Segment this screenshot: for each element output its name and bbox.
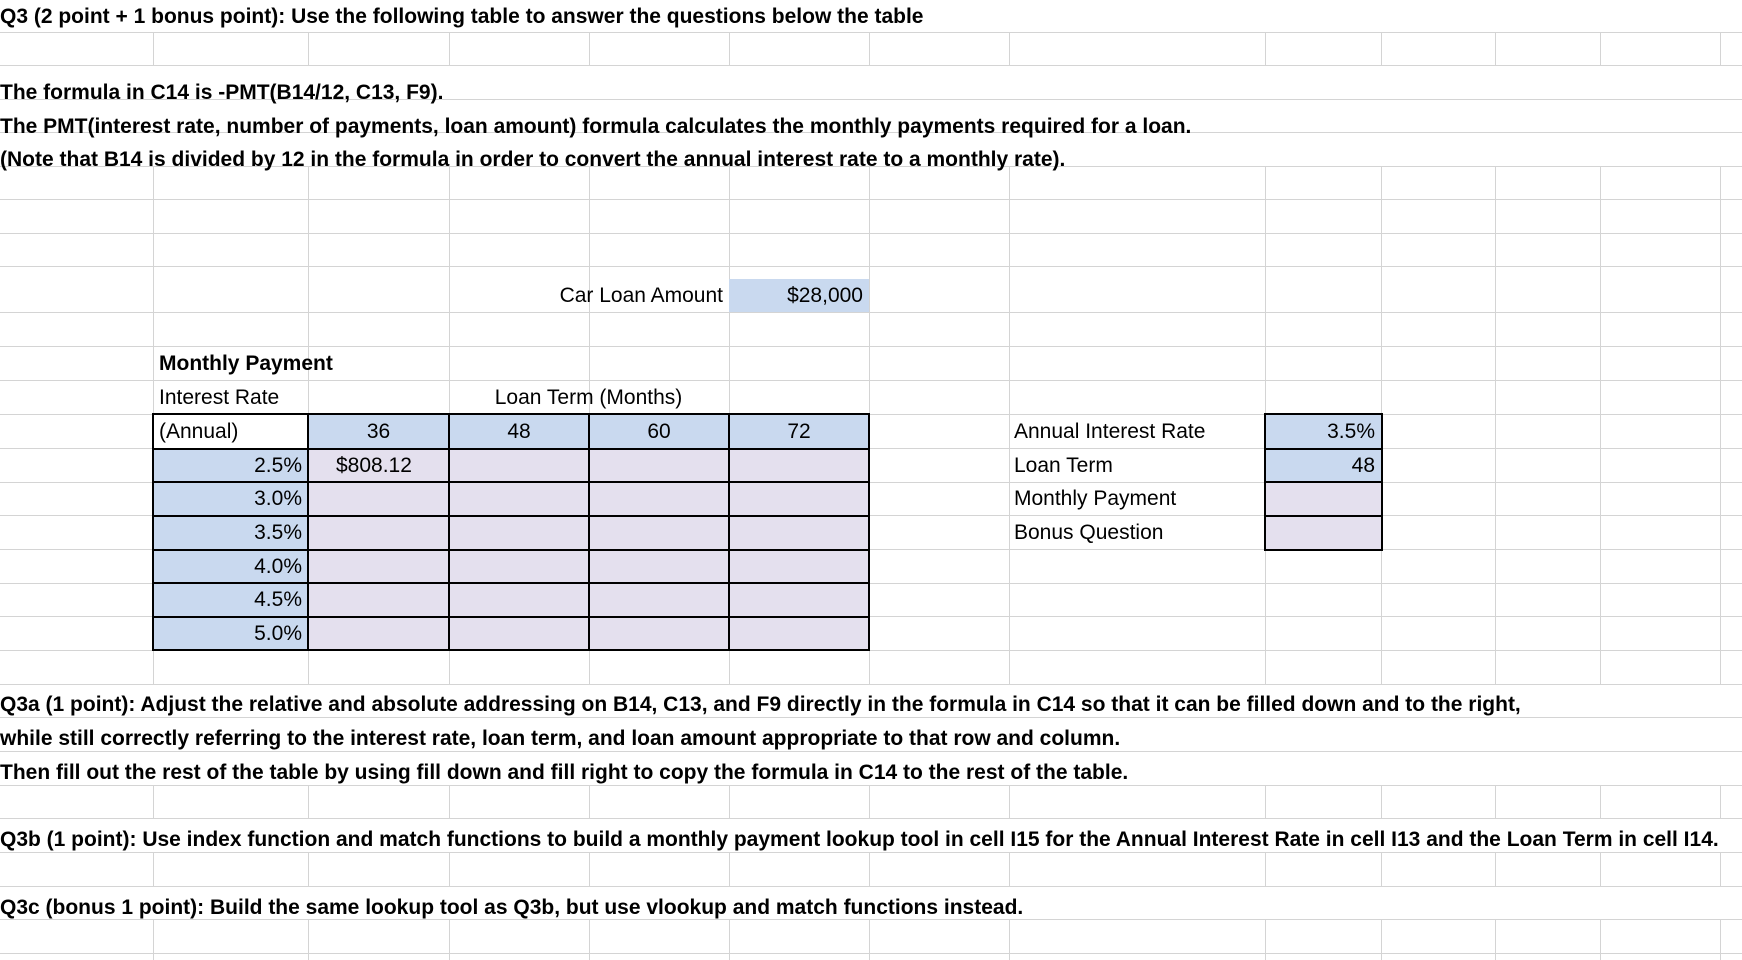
rate-header-sub: (Annual) bbox=[159, 420, 239, 443]
q3a-line-1: Q3a (1 point): Adjust the relative and absolute addressing on B14, C13, and F9 directly in the formula in C14 so that it can be filled down and to the right, bbox=[0, 693, 1521, 716]
column-gridline bbox=[1720, 166, 1721, 684]
payment-cell-c14[interactable]: $808.12 bbox=[336, 454, 412, 477]
column-gridline bbox=[308, 32, 309, 66]
lookup-bonus-cell[interactable] bbox=[1265, 516, 1381, 549]
table-title: Monthly Payment bbox=[159, 352, 333, 375]
column-gridline bbox=[1600, 852, 1601, 886]
lookup-payment-label: Monthly Payment bbox=[1014, 487, 1177, 510]
term-48[interactable]: 48 bbox=[507, 420, 531, 443]
column-gridline bbox=[308, 919, 309, 960]
term-72[interactable]: 72 bbox=[787, 420, 811, 443]
lookup-rate-label: Annual Interest Rate bbox=[1014, 420, 1206, 443]
row-gridline bbox=[0, 65, 1742, 66]
column-gridline bbox=[1495, 919, 1496, 960]
column-gridline bbox=[589, 919, 590, 960]
column-gridline bbox=[1265, 32, 1266, 66]
column-gridline bbox=[589, 852, 590, 886]
column-gridline bbox=[153, 919, 154, 960]
column-gridline bbox=[1381, 785, 1382, 818]
column-gridline bbox=[1265, 852, 1266, 886]
column-gridline bbox=[308, 852, 309, 886]
rate-row-4[interactable]: 4.0% bbox=[254, 555, 302, 578]
row-gridline bbox=[0, 312, 1742, 313]
rate-row-3[interactable]: 3.5% bbox=[254, 521, 302, 544]
column-gridline bbox=[1009, 32, 1010, 66]
row-gridline bbox=[0, 684, 1742, 685]
column-gridline bbox=[869, 32, 870, 66]
lookup-rate-value[interactable]: 3.5% bbox=[1327, 420, 1375, 443]
term-36[interactable]: 36 bbox=[366, 420, 391, 443]
column-gridline bbox=[1720, 32, 1721, 66]
column-gridline bbox=[1720, 785, 1721, 818]
column-gridline bbox=[1009, 785, 1010, 818]
column-gridline bbox=[153, 32, 154, 66]
column-gridline bbox=[1720, 852, 1721, 886]
column-gridline bbox=[1495, 32, 1496, 66]
row-gridline bbox=[0, 199, 1742, 200]
column-gridline bbox=[729, 852, 730, 886]
row-gridline bbox=[0, 233, 1742, 234]
column-gridline bbox=[1009, 852, 1010, 886]
column-gridline bbox=[153, 852, 154, 886]
column-gridline bbox=[1495, 166, 1496, 684]
rate-row-1[interactable]: 2.5% bbox=[254, 454, 302, 477]
column-gridline bbox=[589, 32, 590, 66]
column-gridline bbox=[1381, 852, 1382, 886]
lookup-border-col bbox=[1381, 413, 1383, 551]
column-gridline bbox=[308, 785, 309, 818]
column-gridline bbox=[729, 32, 730, 66]
rate-row-6[interactable]: 5.0% bbox=[254, 622, 302, 645]
row-gridline bbox=[0, 818, 1742, 819]
column-gridline bbox=[449, 32, 450, 66]
table-border-col bbox=[728, 413, 730, 651]
column-gridline bbox=[869, 785, 870, 818]
lookup-border-row bbox=[1264, 549, 1382, 551]
q3b-text: Q3b (1 point): Use index function and match functions to build a monthly payment lookup tool in cell I15 for the Annual Interest Rate in cell I13 and the Loan Term in cell I14. bbox=[0, 828, 1719, 851]
column-gridline bbox=[449, 785, 450, 818]
lookup-term-value[interactable]: 48 bbox=[1351, 454, 1375, 477]
column-gridline bbox=[1381, 919, 1382, 960]
lookup-bonus-label: Bonus Question bbox=[1014, 521, 1164, 544]
table-border-col bbox=[588, 413, 590, 651]
column-gridline bbox=[869, 852, 870, 886]
column-gridline bbox=[1600, 32, 1601, 66]
loan-amount-label[interactable]: Car Loan Amount bbox=[559, 284, 723, 307]
question-title: Q3 (2 point + 1 bonus point): Use the following table to answer the questions below the table bbox=[0, 5, 924, 28]
rate-header: Interest Rate bbox=[159, 386, 280, 409]
lookup-term-label: Loan Term bbox=[1014, 454, 1113, 477]
rate-row-5[interactable]: 4.5% bbox=[254, 588, 302, 611]
column-gridline bbox=[153, 785, 154, 818]
column-gridline bbox=[1495, 785, 1496, 818]
rate-row-2[interactable]: 3.0% bbox=[254, 487, 302, 510]
formula-text: The formula in C14 is -PMT(B14/12, C13, F9). bbox=[0, 81, 444, 104]
term-header: Loan Term (Months) bbox=[494, 386, 683, 409]
row-gridline bbox=[0, 266, 1742, 267]
column-gridline bbox=[449, 852, 450, 886]
column-gridline bbox=[1009, 919, 1010, 960]
q3a-line-2: while still correctly referring to the interest rate, loan term, and loan amount appropriate to that row and column. bbox=[0, 727, 1121, 750]
q3a-line-3: Then fill out the rest of the table by using fill down and fill right to copy the formula in C14 to the rest of the table. bbox=[0, 761, 1129, 784]
pmt-description: The PMT(interest rate, number of payments, loan amount) formula calculates the monthly payments required for a loan. bbox=[0, 115, 1192, 138]
table-border-col bbox=[868, 413, 870, 651]
rate-conversion-note: (Note that B14 is divided by 12 in the formula in order to convert the annual interest rate to a monthly rate). bbox=[0, 148, 1066, 171]
column-gridline bbox=[1600, 166, 1601, 684]
column-gridline bbox=[1495, 852, 1496, 886]
column-gridline bbox=[589, 785, 590, 818]
row-gridline bbox=[0, 953, 1742, 954]
column-gridline bbox=[1381, 32, 1382, 66]
column-gridline bbox=[729, 785, 730, 818]
column-gridline bbox=[1600, 785, 1601, 818]
loan-amount-value[interactable]: $28,000 bbox=[787, 284, 863, 307]
column-gridline bbox=[1600, 919, 1601, 960]
column-gridline bbox=[449, 919, 450, 960]
row-gridline bbox=[0, 886, 1742, 887]
column-gridline bbox=[1265, 919, 1266, 960]
column-gridline bbox=[1720, 919, 1721, 960]
q3c-text: Q3c (bonus 1 point): Build the same lookup tool as Q3b, but use vlookup and match functions instead. bbox=[0, 896, 1024, 919]
column-gridline bbox=[869, 919, 870, 960]
term-60[interactable]: 60 bbox=[647, 420, 671, 443]
column-gridline bbox=[1265, 785, 1266, 818]
column-gridline bbox=[729, 919, 730, 960]
lookup-payment-cell[interactable] bbox=[1265, 482, 1381, 515]
